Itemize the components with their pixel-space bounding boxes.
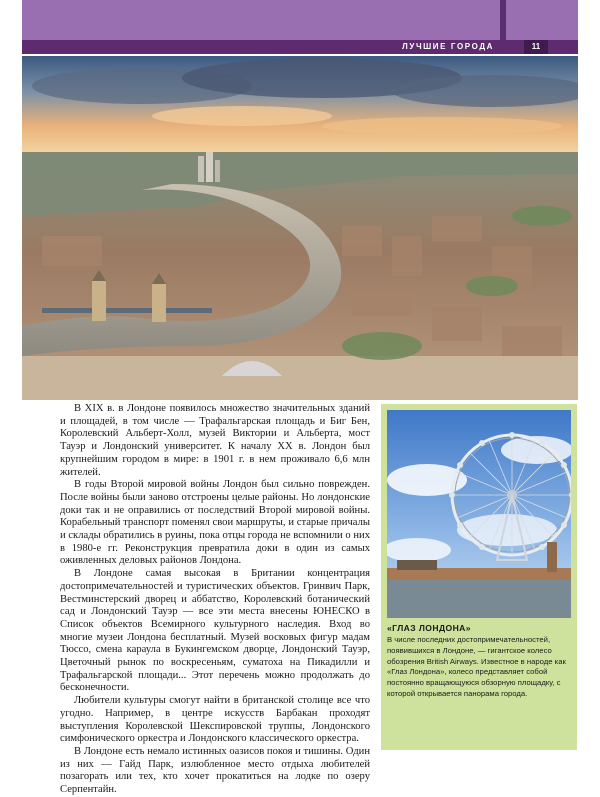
body-paragraph: В Лондоне есть немало истинных оазисов покоя и тишины. Один из них — Гайд Парк, излюбленное место отдыха любителей позагорать или тех, кто хочет прокатиться на лодке по озеру Серпентайн. bbox=[60, 745, 370, 796]
page-number: 11 bbox=[531, 42, 541, 51]
caption-title: «ГЛАЗ ЛОНДОНА» bbox=[387, 623, 471, 633]
top-color-stripe-right bbox=[506, 0, 578, 40]
section-title: ЛУЧШИЕ ГОРОДА bbox=[402, 42, 494, 51]
body-text bbox=[60, 403, 370, 797]
london-aerial-photo bbox=[22, 56, 578, 400]
body-paragraph: Любители культуры смогут найти в британской столице все что угодно. Например, в центре искусств Барбакан проходят выступления Королевской Шекспировской труппы, Лондонского симфонического оркестра и Лондонского классического оркестра. bbox=[60, 695, 370, 745]
body-paragraph: В Лондоне самая высокая в Британии концентрация достопримечательностей и туристических объектов. Гринвич Парк, Вестминстерский дворец и аббатство, Королевский ботанический сад и Лондонский Тауэр — все эти места внесены ЮНЕСКО в Список объектов Всемирного культурного наследия. Вход во многие музеи Лондона бесплатный. Музей восковых фигур мадам Тюссо, смена караула в Букингемском дворце, Лондонский Тауэр, Цветочный рынок по воскресеньям, суматоха на Пикадилли и Трафальгарской площади... Этот перечень можно продолжать до бесконечности. bbox=[60, 568, 370, 694]
caption-text: В числе последних достопримечательностей, появившихся в Лондоне, — гигантское колесо обозрения British Airways. Известное в народе как «Глаз Лондона», колесо представляет собой постоянно вращающуюся обзорную площадку, с которой открывается панорама города. bbox=[387, 635, 566, 698]
body-paragraph: В годы Второй мировой войны Лондон был сильно поврежден. После войны были заново отстроены целые районы. Но лондонские доки так и не оправились от последствий Второй мировой войны. Корабельный транспорт поменял свои маршруты, и старые причалы и склады обратились в руины, пока отцы города не вспомнили о них в 1980-е гг. Реконструкция превратила доки в один из самых оживленных деловых районов Лондона. bbox=[60, 479, 370, 567]
page-number-box bbox=[524, 40, 548, 54]
header-bar bbox=[22, 40, 578, 54]
london-eye-photo bbox=[387, 410, 571, 618]
sidebar-box bbox=[381, 404, 577, 750]
body-paragraph: В XIX в. в Лондоне появилось множество значительных зданий и площадей, в том числе — Трафальгарская площадь и Биг Бен, Королевский Альберт-Холл, музей Виктории и Альберта, мост Тауэр и Лондонский университет. К началу XX в. Лондон был крупнейшим городом в мире: в 1901 г. в нем проживало 6,6 млн жителей. bbox=[60, 403, 370, 478]
top-color-stripe bbox=[22, 0, 500, 40]
